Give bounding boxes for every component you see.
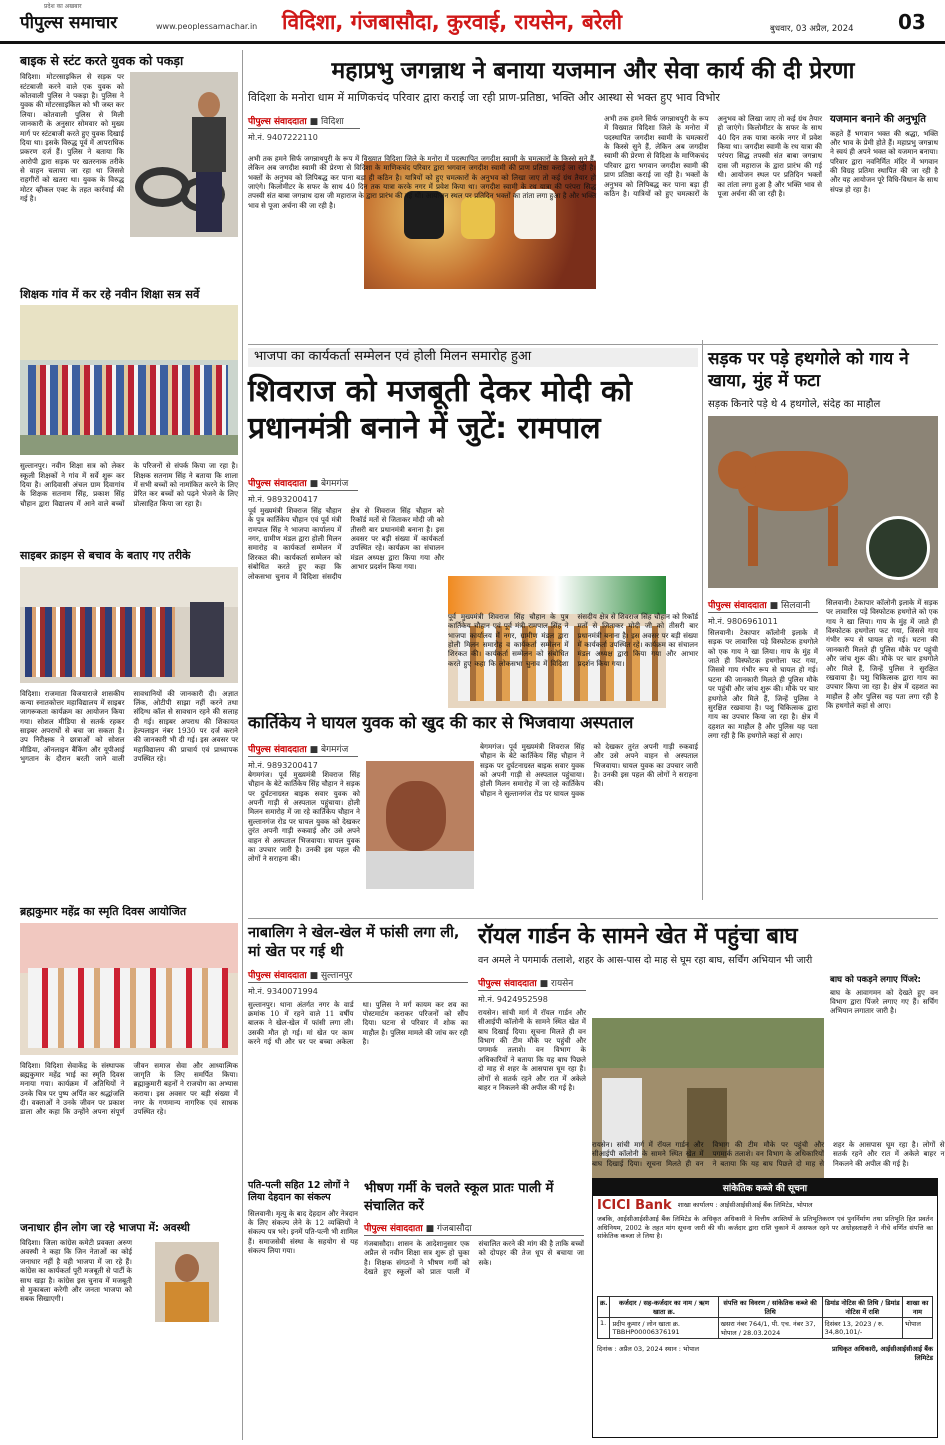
brahma-headline: ब्रह्मकुमार महेंद्र का स्मृति दिवस आयोजित [20, 905, 187, 918]
website: www.peoplessamachar.in [156, 22, 258, 31]
jagannath-body: अभी तक हमने सिर्फ जगन्नाथपुरी के रूप में विख्यात विदिशा जिले के मनोरा में पदस्थापित जगदीश स्वामी के चमत्कारों के किस्से सुने हैं, लेकिन अब जगदीश स्वामी की प्रेरणा से विदिशा के माणिकचंद परिवार द्वारा भगवान जगदीश स्वामी की प्राण प्रतिष्ठा कराई जा रही है। भक्तों के अनुभव को लिपिबद्ध कर पाना बड़ा ही कठिन है। यात्रियों को हुए चमत्कारों के अनुभव को लिखा जाए तो कई ग्रंथ तैयार हो जाएंगे। किलोमीटर के सफर के साथ 40 दिन तक यात्रा करके नगर में प्रवेश किया था। जगदीश स्वामी के रथ यात्रा की परंपरा सिद्ध तपस्वी संत बाबा जगन्नाथ दास जी महाराज के द्वारा प्रारंभ की गई थी। आयोजन स्थल पर प्रतिदिन भक्तों का तांता लगा हुआ है और भक्ति भाव से पूजा अर्चना की जा रही है। [248, 154, 596, 210]
royal-headline: रॉयल गार्डन के सामने खेत में पहुंचा बाघ [478, 924, 798, 949]
pinjra-body: बाघ के आवागमन को देखते हुए वन विभाग द्वारा पिंजरे लगाए गए हैं। सर्चिंग अभियान लगातार जारी है। [830, 987, 938, 1016]
stunt-headline: बाइक से स्टंट करते युवक को पकड़ा [20, 53, 184, 68]
phone-number: मो.नं. 9340071994 [248, 986, 318, 996]
page-number: 03 [898, 10, 926, 34]
brahma-body: विदिशा। विदिशा सेवाकेंद्र के संस्थापक ब्रह्मकुमार महेंद्र भाई का स्मृति दिवस मनाया गया। कार्यक्रम में अतिथियों ने उनके चित्र पर पुष्प अर्पित कर श्रद्धांजलि दी। वक्ताओं ने उनके जीवन पर प्रकाश डाला और कहा कि उन्होंने अपना संपूर्ण जीवन समाज सेवा और आध्यात्मिक जागृति के लिए समर्पित किया। ब्रह्माकुमारी बहनों ने राजयोग का अभ्यास कराया। इस अवसर पर बड़ी संख्या में नगर के गणमान्य नागरिक एवं साधक उपस्थित रहे। [20, 1060, 238, 1117]
jagannath-subheadline: विदिशा के मनोरा धाम में माणिकचंद परिवार द्वारा कराई जा रही प्राण-प्रतिष्ठा, भक्ति और आस्था से भक्त हुए भाव विभोर [248, 91, 720, 105]
notice-col-header: संपत्ति का विवरण / सांकेतिक कब्जे की तिथि [718, 1297, 822, 1318]
section-divider [248, 344, 938, 345]
yajman-subhead: यजमान बनाने की अनुभूति [830, 114, 926, 125]
masthead-cities: विदिशा, गंजबासौदा, कुरवाई, रायसेन, बरेली [282, 10, 623, 34]
haathgola-headline: सड़क पर पड़े हथगोले को गाय ने खाया, मुंह में फटा [708, 349, 909, 392]
byline: पीपुल्स संवाददाता [364, 1224, 423, 1235]
stunt-photo [130, 72, 238, 237]
notice-cell: खसरा नंबर 764/1, पी. एच. नंबर 37, भोपाल / 28.03.2024 [718, 1318, 822, 1339]
column-divider [702, 340, 703, 900]
notice-signed: प्राधिकृत अधिकारी, आईसीआईसीआई बैंक लिमिटेड [831, 1345, 933, 1362]
bjp-article: भाजपा का कार्यकर्ता सम्मेलन एवं होली मिलन समारोह हुआ शिवराज को मजबूती देकर मोदी को प्रधानमंत्री बनाने में जुटें: रामपाल पीपुल्स संवाददाता ■ बेगमगंज मो.नं. 9893200417 पूर्व मुख्यमंत्री शिवराज सिंह चौहान के पुत्र कार्तिकेय चौहान एवं पूर्व मंत्री रामपाल सिंह ने भाजपा कार्यालय में नगर, ग्रामीण मंडल द्वारा होली मिलन समारोह व कार्यकर्ता सम्मेलन में शिरकत की। कार्यकर्ता सम्मेलन को संबोधित करते हुए कहा कि लोकसभा चुनाव में विदिशा संसदीय क्षेत्र से शिवराज सिंह चौहान को रिकॉर्ड मतों से जिताकर मोदी जी को तीसरी बार प्रधानमंत्री बनाना है। इस अवसर पर बड़ी संख्या में कार्यकर्ता उपस्थित रहे। कार्यक्रम का संचालन मंडल अध्यक्ष द्वारा किया गया और आभार प्रदर्शन किया गया। पूर्व मुख्यमंत्री शिवराज सिंह चौहान के पुत्र कार्तिकेय चौहान एवं पूर्व मंत्री रामपाल सिंह ने भाजपा कार्यालय में नगर, ग्रामीण मंडल द्वारा होली मिलन समारोह व कार्यकर्ता सम्मेलन में शिरकत की। कार्यकर्ता सम्मेलन को संबोधित करते हुए कहा कि लोकसभा चुनाव में विदिशा संसदीय क्षेत्र से शिवराज सिंह चौहान को रिकॉर्ड मतों से जिताकर मोदी जी को तीसरी बार प्रधानमंत्री बनाना है। इस अवसर पर बड़ी संख्या में कार्यकर्ता उपस्थित रहे। कार्यक्रम का संचालन मंडल अध्यक्ष द्वारा किया गया और आभार प्रदर्शन किया गया। [248, 348, 698, 708]
brahma-article [20, 906, 238, 1216]
jagannath-article: महाप्रभु जगन्नाथ ने बनाया यजमान और सेवा कार्य की दी प्रेरणा विदिशा के मनोरा धाम में माणिकचंद परिवार द्वारा कराई जा रही प्राण-प्रतिष्ठा, भक्ति और आस्था से भक्त हुए भाव विभोर पीपुल्स संवाददाता ■ विदिशा मो.नं. 9407222110 अभी तक हमने सिर्फ जगन्नाथपुरी के रूप में विख्यात विदिशा जिले के मनोरा में पदस्थापित जगदीश स्वामी के चमत्कारों के किस्से सुने हैं, लेकिन अब जगदीश स्वामी की प्रेरणा से विदिशा के माणिकचंद परिवार द्वारा भगवान जगदीश स्वामी की प्राण प्रतिष्ठा कराई जा रही है। भक्तों के अनुभव को लिपिबद्ध कर पाना बड़ा ही कठिन है। यात्रियों को हुए चमत्कारों के अनुभव को लिखा जाए तो कई ग्रंथ तैयार हो जाएंगे। किलोमीटर के सफर के साथ 40 दिन तक यात्रा करके नगर में प्रवेश किया था। जगदीश स्वामी के रथ यात्रा की परंपरा सिद्ध तपस्वी संत बाबा जगन्नाथ दास जी महाराज के द्वारा प्रारंभ की गई थी। आयोजन स्थल पर प्रतिदिन भक्तों का तांता लगा हुआ है और भक्ति भाव से पूजा अर्चना की जा रही है। अभी तक हमने सिर्फ जगन्नाथपुरी के रूप में विख्यात विदिशा जिले के मनोरा में पदस्थापित जगदीश स्वामी के चमत्कारों के किस्से सुने हैं, लेकिन अब जगदीश स्वामी की प्रेरणा से विदिशा के माणिकचंद परिवार द्वारा भगवान जगदीश स्वामी की प्राण प्रतिष्ठा कराई जा रही है। भक्तों के अनुभव को लिपिबद्ध कर पाना बड़ा ही कठिन है। यात्रियों को हुए चमत्कारों के अनुभव को लिखा जाए तो कई ग्रंथ तैयार हो जाएंगे। किलोमीटर के सफर के साथ 40 दिन तक यात्रा करके नगर में प्रवेश किया था। जगदीश स्वामी के रथ यात्रा की परंपरा सिद्ध तपस्वी संत बाबा जगन्नाथ दास जी महाराज के द्वारा प्रारंभ की गई थी। आयोजन स्थल पर प्रतिदिन भक्तों का तांता लगा हुआ है और भक्ति भाव से पूजा अर्चना की जा रही है। यजमान बनाने की अनुभूति कहते हैं भगवान भक्त की श्रद्धा, भक्ति और भाव के प्रेमी होते हैं। महाप्रभु जगन्नाथ ने स्वयं ही अपने भक्त को यजमान बनाया। परिवार द्वारा नवनिर्मित मंदिर में भगवान की विग्रह प्रतिमा स्थापित की जा रही है और यह आयोजन पूरे विधि-विधान के साथ संपन्न हो रहा है। [248, 58, 938, 340]
haathgola-body: सिलवानी। टेकापार कॉलोनी इलाके में सड़क पर लावारिस पड़े विस्फोटक हथगोले को एक गाय ने खा लिया। गाय के मुंह में जाते ही विस्फोटक हथगोला फट गया, जिससे गाय गंभीर रूप से घायल हो गई। घटना की जानकारी मिलते ही पुलिस मौके पर पहुंची और जांच शुरू की। मौके पर चार हथगोले और मिले हैं, जिन्हें पुलिस ने सुरक्षित रखवाया है। पशु चिकित्सक द्वारा गाय का उपचार किया जा रहा है। क्षेत्र में दहशत का माहौल है और पुलिस यह पता लगा रही है कि हथगोले कहां से आए। [708, 628, 818, 740]
nabalig-body: सुल्तानपुर। थाना अंतर्गत नगर के वार्ड क्रमांक 10 में रहने वाले 11 वर्षीय बालक ने खेल-खेल में फांसी लगा ली। उसकी मौत हो गई। मां खेत पर काम करने गई थी और घर पर बच्चा अकेला था। पुलिस ने मर्ग कायम कर शव का पोस्टमार्टम कराकर परिजनों को सौंप दिया। घटना से परिवार में शोक का माहौल है। पुलिस मामले की जांच कर रही है। [248, 999, 468, 1047]
haathgola-body-right: सिलवानी। टेकापार कॉलोनी इलाके में सड़क पर लावारिस पड़े विस्फोटक हथगोले को एक गाय ने खा लिया। गाय के मुंह में जाते ही विस्फोटक हथगोला फट गया, जिससे गाय गंभीर रूप से घायल हो गई। घटना की जानकारी मिलते ही पुलिस मौके पर पहुंची और जांच शुरू की। मौके पर चार हथगोले और मिले हैं, जिन्हें पुलिस ने सुरक्षित रखवाया है। पशु चिकित्सक द्वारा गाय का उपचार किया जा रहा है। क्षेत्र में दहशत का माहौल है और पुलिस यह पता लगा रही है कि हथगोले कहां से आए। [826, 598, 938, 710]
kartikeya-body-right: बेगमगंज। पूर्व मुख्यमंत्री शिवराज सिंह चौहान के बेटे कार्तिकेय सिंह चौहान ने सड़क पर दुर्घटनाग्रस्त बाइक सवार युवक को अपनी गाड़ी से अस्पताल पहुंचाया। होली मिलन समारोह में जा रहे कार्तिकेय चौहान ने सुल्तानगंज रोड पर घायल युवक को देखकर तुरंत अपनी गाड़ी रुकवाई और उसे अपने वाहन से अस्पताल भिजवाया। घायल युवक का उपचार जारी है। उनकी इस पहल की लोगों ने सराहना की। [480, 742, 698, 798]
pati-article [248, 1180, 358, 1438]
notice-body: जबकि, आईसीआईसीआई बैंक लिमिटेड के अधिकृत अधिकारी ने वित्तीय आस्तियों के प्रतिभूतिकरण एवं पुनर्निर्माण तथा प्रतिभूति हित प्रवर्तन अधिनियम, 2002 के तहत मांग सूचना जारी की थी। कर्जदार द्वारा राशि चुकाने में असफल रहने पर अधोहस्ताक्षरी ने नीचे वर्णित संपत्ति का सांकेतिक कब्जा ले लिया है। [597, 1215, 933, 1241]
kartikeya-photo [366, 761, 474, 889]
column-divider [242, 50, 243, 1440]
notice-title: सांकेतिक कब्जे की सूचना [593, 1179, 937, 1196]
teacher-photo [20, 305, 238, 455]
school-article: भीषण गर्मी के चलते स्कूल प्रातः पाली में संचालित करें पीपुल्स संवाददाता ■ गंजबासौदा गंजबासौदा। शासन के आदेशानुसार एक अप्रैल से नवीन शिक्षा सत्र शुरू हो चुका है। शिक्षक संगठनों ने भीषण गर्मी को देखते हुए स्कूलों को प्रातः पाली में संचालित करने की मांग की है ताकि बच्चों को दोपहर की तेज धूप से बचाया जा सके। [364, 1180, 584, 1438]
notice-branch: शाखा कार्यालय : आईसीआईसीआई बैंक लिमिटेड, भोपाल [677, 1200, 813, 1209]
logo-tagline: प्रदेश का अखबार [44, 3, 82, 10]
logo: पीपुल्स समाचार [20, 13, 118, 33]
kartikeya-article: कार्तिकेय ने घायल युवक को खुद की कार से भिजवाया अस्पताल पीपुल्स संवाददाता ■ बेगमगंज मो.नं. 9893200417 बेगमगंज। पूर्व मुख्यमंत्री शिवराज सिंह चौहान के बेटे कार्तिकेय सिंह चौहान ने सड़क पर दुर्घटनाग्रस्त बाइक सवार युवक को अपनी गाड़ी से अस्पताल पहुंचाया। होली मिलन समारोह में जा रहे कार्तिकेय चौहान ने सुल्तानगंज रोड पर घायल युवक को देखकर तुरंत अपनी गाड़ी रुकवाई और उसे अपने वाहन से अस्पताल भिजवाया। घायल युवक का उपचार जारी है। उनकी इस पहल की लोगों ने सराहना की। बेगमगंज। पूर्व मुख्यमंत्री शिवराज सिंह चौहान के बेटे कार्तिकेय सिंह चौहान ने सड़क पर दुर्घटनाग्रस्त बाइक सवार युवक को अपनी गाड़ी से अस्पताल पहुंचाया। होली मिलन समारोह में जा रहे कार्तिकेय चौहान ने सुल्तानगंज रोड पर घायल युवक को देखकर तुरंत अपनी गाड़ी रुकवाई और उसे अपने वाहन से अस्पताल भिजवाया। घायल युवक का उपचार जारी है। उनकी इस पहल की लोगों ने सराहना की। [248, 714, 698, 914]
yajman-body: कहते हैं भगवान भक्त की श्रद्धा, भक्ति और भाव के प्रेमी होते हैं। महाप्रभु जगन्नाथ ने स्वयं ही अपने भक्त को यजमान बनाया। परिवार द्वारा नवनिर्मित मंदिर में भगवान की विग्रह प्रतिमा स्थापित की जा रही है और यह आयोजन पूरे विधि-विधान के साथ संपन्न हो रहा है। [830, 128, 938, 194]
nabalig-headline: नाबालिग ने खेल-खेल में फांसी लगा ली, मां खेत पर गई थी [248, 925, 460, 960]
janadhar-article [20, 1222, 238, 1437]
notice-col-header: डिमांड नोटिस की तिथि / डिमांड नोटिस में राशि [822, 1297, 902, 1318]
notice-col-header: शाखा का नाम [902, 1297, 932, 1318]
bjp-kicker: भाजपा का कार्यकर्ता सम्मेलन एवं होली मिलन समारोह हुआ [248, 348, 698, 367]
notice-cell: भोपाल [902, 1318, 932, 1339]
nabalig-article: नाबालिग ने खेल-खेल में फांसी लगा ली, मां खेत पर गई थी पीपुल्स संवाददाता ■ सुल्तानपुर मो.नं. 9340071994 सुल्तानपुर। थाना अंतर्गत नगर के वार्ड क्रमांक 10 में रहने वाले 11 वर्षीय बालक ने खेल-खेल में फांसी लगा ली। उसकी मौत हो गई। मां खेत पर काम करने गई थी और घर पर बच्चा अकेला था। पुलिस ने मर्ग कायम कर शव का पोस्टमार्टम कराकर परिजनों को सौंप दिया। घटना से परिवार में शोक का माहौल है। पुलिस मामले की जांच कर रही है। [248, 924, 468, 1174]
bjp-body-right: पूर्व मुख्यमंत्री शिवराज सिंह चौहान के पुत्र कार्तिकेय चौहान एवं पूर्व मंत्री रामपाल सिंह ने भाजपा कार्यालय में नगर, ग्रामीण मंडल द्वारा होली मिलन समारोह व कार्यकर्ता सम्मेलन में शिरकत की। कार्यकर्ता सम्मेलन को संबोधित करते हुए कहा कि लोकसभा चुनाव में विदिशा संसदीय क्षेत्र से शिवराज सिंह चौहान को रिकॉर्ड मतों से जिताकर मोदी जी को तीसरी बार प्रधानमंत्री बनाना है। इस अवसर पर बड़ी संख्या में कार्यकर्ता उपस्थित रहे। कार्यक्रम का संचालन मंडल अध्यक्ष द्वारा किया गया और आभार प्रदर्शन किया गया। [448, 612, 698, 668]
royal-subheadline: वन अमले ने पगमार्क तलाशे, शहर के आस-पास दो माह से घूम रहा बाघ, सर्चिंग अभियान भी जारी [478, 955, 813, 967]
phone-number: मो.नं. 9407222110 [248, 133, 318, 142]
phone-number: मो.नं. 9806961011 [708, 617, 778, 626]
masthead [0, 0, 945, 44]
school-headline: भीषण गर्मी के चलते स्कूल प्रातः पाली में संचालित करें [364, 1181, 554, 1214]
royal-body: रायसेन। सांची मार्ग में रॉयल गार्डन और सीआईपी कॉलोनी के सामने स्थित खेत में बाघ दिखाई दिया। सूचना मिलते ही वन विभाग की टीम मौके पर पहुंची और पगमार्क तलाशे। वन विभाग के अधिकारियों ने बताया कि यह बाघ पिछले दो माह से शहर के आसपास घूम रहा है। लोगों से सतर्क रहने और रात में अकेले बाहर न निकलने की अपील की गई है। [478, 1008, 586, 1092]
jagannath-body-right: अभी तक हमने सिर्फ जगन्नाथपुरी के रूप में विख्यात विदिशा जिले के मनोरा में पदस्थापित जगदीश स्वामी के चमत्कारों के किस्से सुने हैं, लेकिन अब जगदीश स्वामी की प्रेरणा से विदिशा के माणिकचंद परिवार द्वारा भगवान जगदीश स्वामी की प्राण प्रतिष्ठा कराई जा रही है। भक्तों के अनुभव को लिपिबद्ध कर पाना बड़ा ही कठिन है। यात्रियों को हुए चमत्कारों के अनुभव को लिखा जाए तो कई ग्रंथ तैयार हो जाएंगे। किलोमीटर के सफर के साथ 40 दिन तक यात्रा करके नगर में प्रवेश किया था। जगदीश स्वामी के रथ यात्रा की परंपरा सिद्ध तपस्वी संत बाबा जगन्नाथ दास जी महाराज के द्वारा प्रारंभ की गई थी। आयोजन स्थल पर प्रतिदिन भक्तों का तांता लगा हुआ है और भक्ति भाव से पूजा अर्चना की जा रही है। [604, 114, 822, 198]
jagannath-headline: महाप्रभु जगन्नाथ ने बनाया यजमान और सेवा कार्य की दी प्रेरणा [331, 58, 855, 84]
bjp-body: पूर्व मुख्यमंत्री शिवराज सिंह चौहान के पुत्र कार्तिकेय चौहान एवं पूर्व मंत्री रामपाल सिंह ने भाजपा कार्यालय में नगर, ग्रामीण मंडल द्वारा होली मिलन समारोह व कार्यकर्ता सम्मेलन में शिरकत की। कार्यकर्ता सम्मेलन को संबोधित करते हुए कहा कि लोकसभा चुनाव में विदिशा संसदीय क्षेत्र से शिवराज सिंह चौहान को रिकॉर्ड मतों से जिताकर मोदी जी को तीसरी बार प्रधानमंत्री बनाना है। इस अवसर पर बड़ी संख्या में कार्यकर्ता उपस्थित रहे। कार्यक्रम का संचालन मंडल अध्यक्ष द्वारा किया गया और आभार प्रदर्शन किया गया। [248, 506, 444, 581]
pati-headline: पति-पत्नी सहित 12 लोगों ने लिया देहदान का संकल्प [248, 1180, 350, 1204]
haathgola-subheadline: सड़क किनारे पड़े थे 4 हथगोले, संदेह का माहौल [708, 399, 881, 411]
pati-body: सिलवानी। मृत्यु के बाद देहदान और नेत्रदान के लिए संकल्प लेने के 12 व्यक्तियों ने संकल्प पत्र भरे। इनमें पति-पत्नी भी शामिल हैं। समाजसेवी संस्था के सहयोग से यह संकल्प लिया गया। [248, 1208, 358, 1256]
notice-col-header: कर्जदार / सह-कर्जदार का नाम / ऋण खाता क्र. [610, 1297, 718, 1318]
royal-article: रॉयल गार्डन के सामने खेत में पहुंचा बाघ वन अमले ने पगमार्क तलाशे, शहर के आस-पास दो माह से घूम रहा बाघ, सर्चिंग अभियान भी जारी पीपुल्स संवाददाता ■ रायसेन मो.नं. 9424952598 रायसेन। सांची मार्ग में रॉयल गार्डन और सीआईपी कॉलोनी के सामने स्थित खेत में बाघ दिखाई दिया। सूचना मिलते ही वन विभाग की टीम मौके पर पहुंची और पगमार्क तलाशे। वन विभाग के अधिकारियों ने बताया कि यह बाघ पिछले दो माह से शहर के आसपास घूम रहा है। लोगों से सतर्क रहने और रात में अकेले बाहर न निकलने की अपील की गई है। रायसेन। सांची मार्ग में रॉयल गार्डन और सीआईपी कॉलोनी के सामने स्थित खेत में बाघ दिखाई दिया। सूचना मिलते ही वन विभाग की टीम मौके पर पहुंची और पगमार्क तलाशे। वन विभाग के अधिकारियों ने बताया कि यह बाघ पिछले दो माह से शहर के आसपास घूम रहा है। लोगों से सतर्क रहने और रात में अकेले बाहर न निकलने की अपील की गई है। बाघ को पकड़ने लगाए पिंजरे: बाघ के आवागमन को देखते हुए वन विभाग द्वारा पिंजरे लगाए गए हैं। सर्चिंग अभियान लगातार जारी है। [478, 924, 938, 1174]
bank-logo: ICICI Bank [597, 1198, 672, 1213]
school-body: गंजबासौदा। शासन के आदेशानुसार एक अप्रैल से नवीन शिक्षा सत्र शुरू हो चुका है। शिक्षक संगठनों ने भीषण गर्मी को देखते हुए स्कूलों को प्रातः पाली में संचालित करने की मांग की है ताकि बच्चों को दोपहर की तेज धूप से बचाया जा सके। [364, 1239, 584, 1277]
byline: पीपुल्स संवाददाता [248, 745, 307, 755]
janadhar-photo [155, 1242, 219, 1322]
phone-number: मो.नं. 9893200417 [248, 761, 318, 770]
byline: पीपुल्स संवाददाता [248, 117, 307, 127]
notice-cell: दिसंबर 13, 2023 / रु. 34,80,101/- [822, 1318, 902, 1339]
cyber-headline: साइबर क्राइम से बचाव के बताए गए तरीके [20, 549, 191, 562]
phone-number: मो.नं. 9424952598 [478, 995, 548, 1004]
bjp-headline: शिवराज को मजबूती देकर मोदी को प्रधानमंत्री बनाने में जुटें: रामपाल [248, 373, 632, 447]
kartikeya-headline: कार्तिकेय ने घायल युवक को खुद की कार से भिजवाया अस्पताल [248, 713, 634, 732]
byline: पीपुल्स संवाददाता [708, 601, 767, 611]
brahma-photo [20, 923, 238, 1055]
cyber-photo [20, 567, 238, 683]
byline: पीपुल्स संवाददाता [478, 979, 537, 989]
notice-table [597, 1296, 933, 1339]
notice-col-header: क्र. [598, 1297, 610, 1318]
phone-number: मो.नं. 9893200417 [248, 495, 318, 504]
notice-cell: 1. [598, 1318, 610, 1339]
haathgola-photo [708, 416, 938, 588]
issue-date: बुधवार, 03 अप्रैल, 2024 [770, 24, 854, 34]
teacher-headline: शिक्षक गांव में कर रहे नवीन शिक्षा सत्र सर्वे [20, 287, 200, 301]
bank-notice [592, 1178, 938, 1438]
pinjra-subhead: बाघ को पकड़ने लगाए पिंजरे: [830, 975, 921, 985]
cyber-article [20, 550, 238, 900]
janadhar-body: विदिशा। जिला कांग्रेस कमेटी प्रवक्ता अरुण अवस्थी ने कहा कि जिन नेताओं का कोई जनाधार नहीं है वही भाजपा में जा रहे हैं। कांग्रेस का कार्यकर्ता पूरी मजबूती से पार्टी के साथ खड़ा है। कांग्रेस इस चुनाव में मजबूती से मुकाबला करेगी और जनता भाजपा को सबक सिखाएगी। [20, 1238, 132, 1304]
teacher-article [20, 288, 238, 538]
byline: पीपुल्स संवाददाता [248, 479, 307, 489]
kartikeya-body: बेगमगंज। पूर्व मुख्यमंत्री शिवराज सिंह चौहान के बेटे कार्तिकेय सिंह चौहान ने सड़क पर दुर्घटनाग्रस्त बाइक सवार युवक को अपनी गाड़ी से अस्पताल पहुंचाया। होली मिलन समारोह में जा रहे कार्तिकेय चौहान ने सुल्तानगंज रोड पर घायल युवक को देखकर तुरंत अपनी गाड़ी रुकवाई और उसे अपने वाहन से अस्पताल भिजवाया। घायल युवक का उपचार जारी है। उनकी इस पहल की लोगों ने सराहना की। [248, 770, 360, 864]
janadhar-headline: जनाधार हीन लोग जा रहे भाजपा में: अवस्थी [20, 1222, 190, 1234]
section-divider [248, 918, 938, 919]
stunt-body: विदिशा। मोटरसाइकिल से सड़क पर स्टंटबाजी करने वाले एक युवक को कोतवाली पुलिस ने पकड़ा है। पुलिस ने युवक की मोटरसाइकिल को भी जब्त कर लिया। कोतवाली पुलिस से मिली जानकारी के अनुसार सोमवार को मुख्य मार्ग पर स्टंटबाजी करते हुए युवक दिखाई दिया था। इसके विरुद्ध पूर्व में आपराधिक प्रकरण दर्ज हैं। पुलिस ने बताया कि आरोपी द्वारा सड़क पर खतरनाक तरीके से वाहन चलाया जा रहा था जिससे राहगीरों को खतरा था। युवक के विरुद्ध मोटर व्हीकल एक्ट के तहत कार्रवाई की गई है। [20, 72, 124, 204]
cyber-body: विदिशा। राजमाता विजयाराजे शासकीय कन्या स्नातकोत्तर महाविद्यालय में साइबर जागरूकता कार्यक्रम का आयोजन किया गया। सोशल मीडिया से सतर्क रहकर साइबर अपराधों से बचा जा सकता है। उप निरीक्षक ने छात्राओं को सोशल मीडिया, ऑनलाइन बैंकिंग और यूपीआई भुगतान के दौरान बरती जाने वाली सावधानियों की जानकारी दी। अज्ञात लिंक, ओटीपी साझा नहीं करने तथा संदिग्ध कॉल से सावधान रहने की सलाह दी गई। साइबर अपराध की शिकायत हेल्पलाइन नंबर 1930 पर दर्ज कराने की जानकारी भी दी गई। इस अवसर पर महाविद्यालय की प्राचार्य एवं प्राध्यापक उपस्थित रहे। [20, 688, 238, 764]
notice-cell: प्रदीप कुमार / लोन खाता क्र. TBBHP00006376191 [610, 1318, 718, 1339]
royal-body-mid: रायसेन। सांची मार्ग में रॉयल गार्डन और सीआईपी कॉलोनी के सामने स्थित खेत में बाघ दिखाई दिया। सूचना मिलते ही वन विभाग की टीम मौके पर पहुंची और पगमार्क तलाशे। वन विभाग के अधिकारियों ने बताया कि यह बाघ पिछले दो माह से शहर के आसपास घूम रहा है। लोगों से सतर्क रहने और रात में अकेले बाहर न निकलने की अपील की गई है। [592, 1140, 945, 1168]
haathgola-article: सड़क पर पड़े हथगोले को गाय ने खाया, मुंह में फटा सड़क किनारे पड़े थे 4 हथगोले, संदेह का माहौल पीपुल्स संवाददाता ■ सिलवानी मो.नं. 9806961011 सिलवानी। टेकापार कॉलोनी इलाके में सड़क पर लावारिस पड़े विस्फोटक हथगोले को एक गाय ने खा लिया। गाय के मुंह में जाते ही विस्फोटक हथगोला फट गया, जिससे गाय गंभीर रूप से घायल हो गई। घटना की जानकारी मिलते ही पुलिस मौके पर पहुंची और जांच शुरू की। मौके पर चार हथगोले और मिले हैं, जिन्हें पुलिस ने सुरक्षित रखवाया है। पशु चिकित्सक द्वारा गाय का उपचार किया जा रहा है। क्षेत्र में दहशत का माहौल है और पुलिस यह पता लगा रही है कि हथगोले कहां से आए। सिलवानी। टेकापार कॉलोनी इलाके में सड़क पर लावारिस पड़े विस्फोटक हथगोले को एक गाय ने खा लिया। गाय के मुंह में जाते ही विस्फोटक हथगोला फट गया, जिससे गाय गंभीर रूप से घायल हो गई। घटना की जानकारी मिलते ही पुलिस मौके पर पहुंची और जांच शुरू की। मौके पर चार हथगोले और मिले हैं, जिन्हें पुलिस ने सुरक्षित रखवाया है। पशु चिकित्सक द्वारा गाय का उपचार किया जा रहा है। क्षेत्र में दहशत का माहौल है और पुलिस यह पता लगा रही है कि हथगोले कहां से आए। [708, 348, 938, 900]
notice-row [598, 1318, 933, 1339]
stunt-article [20, 54, 238, 282]
notice-footer: दिनांक : अप्रैल 03, 2024 स्थान : भोपाल [597, 1345, 700, 1353]
teacher-body: सुल्तानपुर। नवीन शिक्षा सत्र को लेकर स्कूली शिक्षकों ने गांव में सर्वे शुरू कर दिया है। आदिवासी अंचल ग्राम दिवागांव के शिक्षक सतनाम सिंह, प्रकाश सिंह चौहान द्वारा विद्यालय में आने वाले बच्चों के परिजनों से संपर्क किया जा रहा है। शिक्षक सतनाम सिंह ने बताया कि शाला में सभी बच्चों को नामांकित करने के लिए प्रेरित कर बच्चों को पढ़ने भेजने के लिए प्रोत्साहित किया जा रहा है। [20, 461, 238, 508]
byline: पीपुल्स संवाददाता [248, 970, 307, 981]
